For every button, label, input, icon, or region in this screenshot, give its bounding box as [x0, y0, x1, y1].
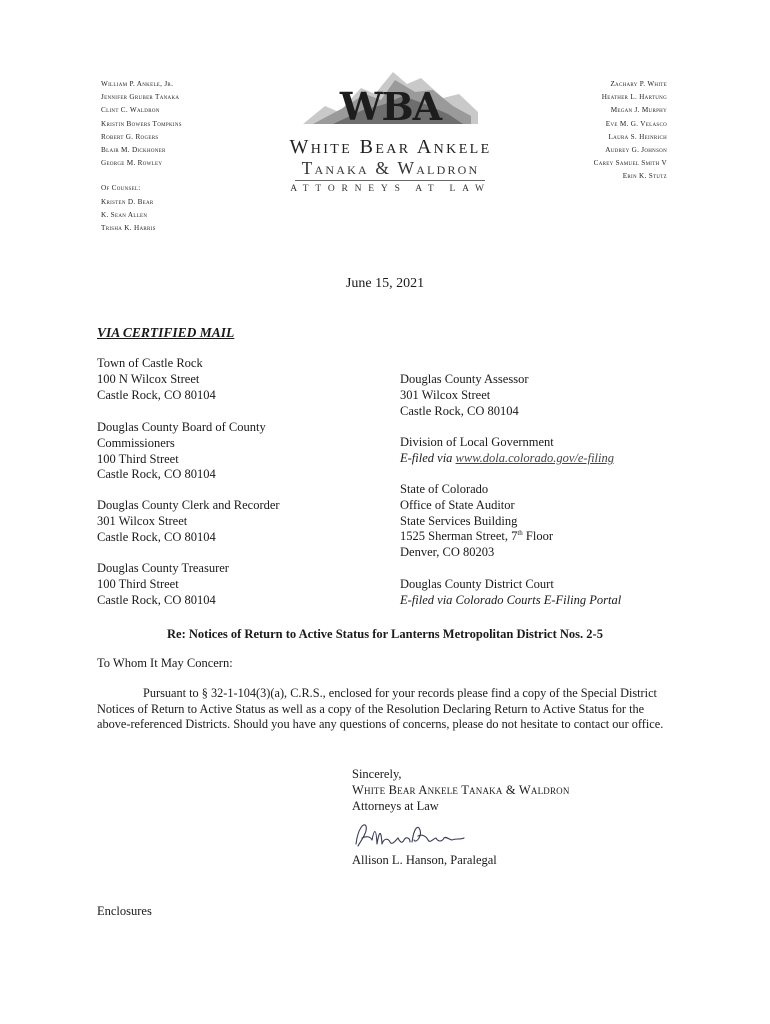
- handwritten-signature: [352, 818, 472, 852]
- partner-name: Kristin Bowers Tompkins: [101, 119, 182, 128]
- recipient-address: Douglas County Assessor 301 Wilcox Street Castle Rock, CO 80104: [400, 372, 529, 418]
- firm-name-line1: White Bear Ankele: [289, 136, 492, 158]
- recipient-address: Douglas County Treasurer 100 Third Street Castle Rock, CO 80104: [97, 561, 229, 607]
- enclosures-note: Enclosures: [97, 904, 152, 918]
- recipient-address: Douglas County District Court E-filed via Colorado Courts E-Filing Portal: [400, 577, 622, 607]
- partner-name: Clint C. Waldron: [101, 106, 160, 115]
- associate-name: Laura S. Heinrich: [608, 132, 667, 141]
- of-counsel-name: Kristen D. Bear: [101, 197, 154, 206]
- associate-name: Heather L. Hartung: [601, 93, 667, 102]
- firm-signature-sub: Attorneys at Law: [352, 799, 439, 813]
- recipient-address: Douglas County Clerk and Recorder 301 Wilcox Street Castle Rock, CO 80104: [97, 498, 280, 544]
- signer-name: Allison L. Hanson, Paralegal: [352, 853, 497, 867]
- delivery-method: VIA CERTIFIED MAIL: [97, 325, 235, 340]
- letter-date: June 15, 2021: [345, 276, 425, 291]
- associate-name: Carey Samuel Smith V: [593, 159, 667, 168]
- efiling-link[interactable]: www.dola.colorado.gov/e-filing: [455, 450, 614, 465]
- of-counsel-name: K. Sean Allen: [101, 210, 148, 219]
- body-paragraph: Pursuant to § 32-1-104(3)(a), C.R.S., enclosed for your records please find a copy of the Special District Notices of Return to Active Status as well as a copy of the Resolution Declaring Return to Active Status for the above-referenced Districts. Should you have any questions of concerns, please do not hesitate to contact our office.: [97, 686, 664, 732]
- firm-name-line2: Tanaka & Waldron: [301, 158, 480, 178]
- associate-name: Erin K. Stutz: [622, 172, 667, 181]
- firm-logo: [263, 64, 518, 194]
- of-counsel-name: Trisha K. Harris: [101, 224, 156, 233]
- firm-signature-name: White Bear Ankele Tanaka & Waldron: [352, 783, 570, 797]
- partner-name: George M. Rowley: [101, 159, 163, 168]
- associate-name: Eve M. G. Velasco: [605, 119, 667, 128]
- subject-line: Re: Notices of Return to Active Status for Lanterns Metropolitan District Nos. 2-5: [167, 627, 603, 641]
- recipient-address: Douglas County Board of County Commissioners 100 Third Street Castle Rock, CO 80104: [97, 420, 266, 482]
- partner-name: Robert G. Rogers: [101, 132, 159, 141]
- recipient-address: Division of Local Government E-filed via www.dola.colorado.gov/e-filing: [400, 435, 614, 465]
- partner-name: Blair M. Dickhoner: [101, 146, 166, 155]
- logo-abbreviation: WBA: [339, 84, 442, 129]
- letterhead-associates: [497, 78, 667, 184]
- letterhead-partners: [101, 78, 261, 235]
- associate-name: Zachary P. White: [610, 80, 667, 88]
- closing-block: [352, 766, 570, 814]
- associate-name: Megan J. Murphy: [610, 106, 667, 115]
- partner-name: Jennifer Gruber Tanaka: [101, 93, 180, 102]
- of-counsel-label: Of Counsel:: [101, 184, 141, 193]
- salutation: To Whom It May Concern:: [97, 656, 233, 670]
- recipient-address: State of Colorado Office of State Auditor State Services Building 1525 Sherman Street, 7th Floor Denver, CO 80203: [400, 482, 554, 560]
- firm-tagline: ATTORNEYS AT LAW: [290, 184, 491, 194]
- closing-word: Sincerely,: [352, 767, 402, 781]
- logo-divider: [295, 180, 485, 181]
- recipient-address: Town of Castle Rock 100 N Wilcox Street Castle Rock, CO 80104: [97, 356, 216, 402]
- associate-name: Audrey G. Johnson: [605, 146, 667, 155]
- partner-name: William P. Ankele, Jr.: [101, 80, 174, 88]
